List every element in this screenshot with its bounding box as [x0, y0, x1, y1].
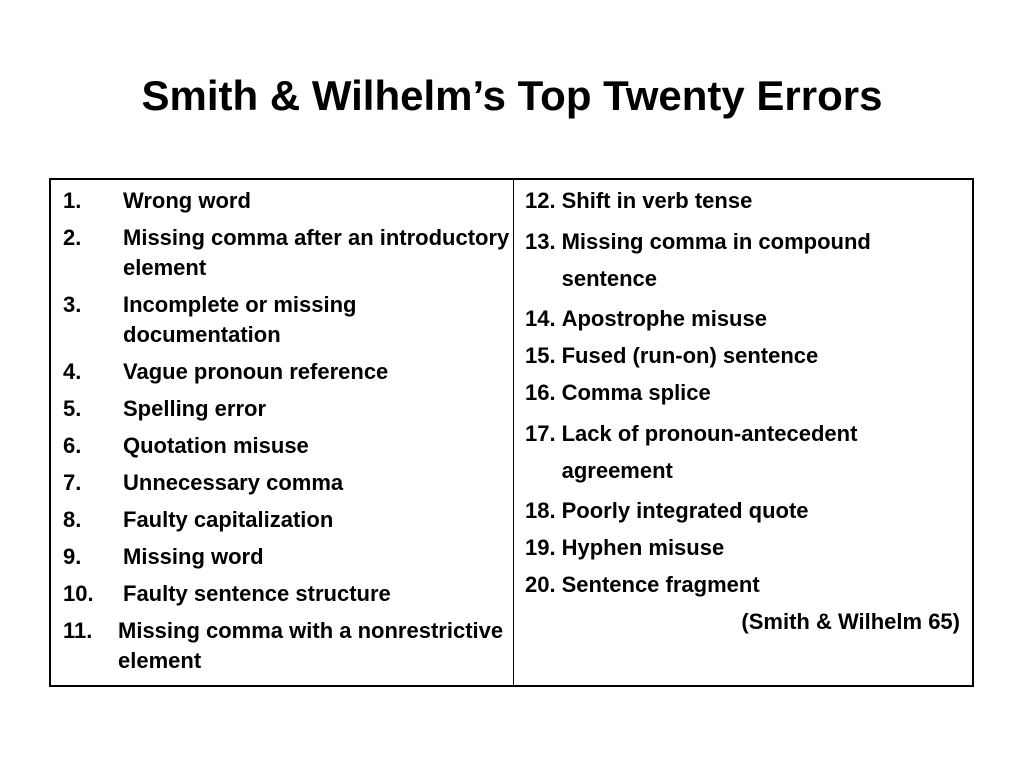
error-text: Faulty capitalization	[123, 507, 334, 532]
error-text: Vague pronoun reference	[123, 359, 389, 384]
error-text: Incomplete or missing documentation	[123, 292, 357, 347]
error-item-4	[63, 357, 513, 387]
error-item-9	[63, 542, 513, 572]
error-text: Shift in verb tense	[561, 188, 753, 213]
error-number: 4.	[63, 359, 82, 384]
citation: (Smith & Wilhelm 65)	[741, 609, 960, 634]
error-text: Fused (run-on) sentence	[561, 343, 819, 368]
error-text: Apostrophe misuse	[561, 306, 767, 331]
error-text: Poorly integrated quote	[561, 498, 809, 523]
error-text: Spelling error	[123, 396, 267, 421]
error-text: Sentence fragment	[561, 572, 760, 597]
error-item-16	[525, 378, 960, 408]
error-number: 11.	[63, 618, 93, 643]
error-number: 14.	[525, 306, 556, 331]
error-text: Missing comma in compound sentence	[561, 229, 871, 291]
error-text: Missing comma with a nonrestrictive element	[118, 618, 504, 673]
error-item-5	[63, 394, 513, 424]
error-number: 13.	[525, 229, 556, 254]
left-column	[51, 180, 514, 685]
error-item-10	[63, 579, 513, 609]
error-text: Faulty sentence structure	[123, 581, 391, 606]
error-item-19	[525, 533, 960, 563]
error-item-3	[63, 290, 513, 350]
slide-title: Smith & Wilhelm’s Top Twenty Errors	[141, 72, 883, 119]
error-item-13	[525, 223, 960, 297]
error-item-1	[63, 186, 513, 216]
error-text: Hyphen misuse	[561, 535, 725, 560]
error-number: 17.	[525, 421, 556, 446]
error-item-17	[525, 415, 960, 489]
error-number: 19.	[525, 535, 556, 560]
error-text: Unnecessary comma	[123, 470, 344, 495]
error-item-7	[63, 468, 513, 498]
error-number: 15.	[525, 343, 556, 368]
error-item-15	[525, 341, 960, 371]
error-item-11	[63, 616, 513, 676]
error-number: 7.	[63, 470, 82, 495]
error-number: 16.	[525, 380, 556, 405]
error-number: 10.	[63, 581, 94, 606]
error-number: 18.	[525, 498, 556, 523]
error-item-20	[525, 570, 960, 600]
error-number: 3.	[63, 292, 82, 317]
error-number: 20.	[525, 572, 556, 597]
error-number: 6.	[63, 433, 82, 458]
error-number: 12.	[525, 188, 556, 213]
error-text: Quotation misuse	[123, 433, 309, 458]
error-number: 2.	[63, 225, 82, 250]
error-text: Wrong word	[123, 188, 251, 213]
error-item-14	[525, 304, 960, 334]
error-item-18	[525, 496, 960, 526]
error-item-8	[63, 505, 513, 535]
error-text: Missing word	[123, 544, 264, 569]
error-number: 8.	[63, 507, 82, 532]
right-column	[514, 180, 972, 685]
error-number: 9.	[63, 544, 82, 569]
error-item-12	[525, 186, 960, 216]
error-text: Lack of pronoun-antecedent agreement	[561, 421, 858, 483]
error-item-6	[63, 431, 513, 461]
errors-table	[49, 178, 974, 687]
error-text: Comma splice	[561, 380, 711, 405]
error-number: 1.	[63, 188, 82, 213]
error-item-2	[63, 223, 513, 283]
error-text: Missing comma after an introductory element	[123, 225, 510, 280]
error-number: 5.	[63, 396, 82, 421]
